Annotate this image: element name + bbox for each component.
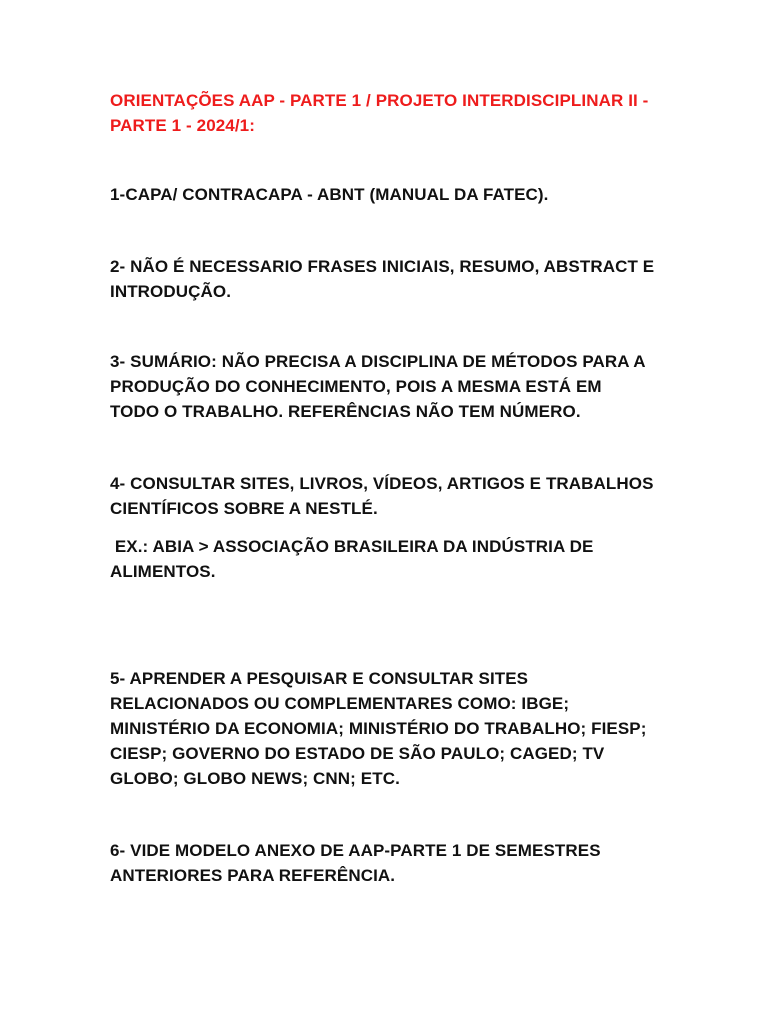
item-4-example [110, 534, 670, 584]
item-line: ALIMENTOS. [110, 562, 216, 581]
item-line: 6- VIDE MODELO ANEXO DE AAP-PARTE 1 DE SEMESTRES [110, 841, 601, 860]
item-5-pesquisar [110, 666, 670, 791]
item-line: MINISTÉRIO DA ECONOMIA; MINISTÉRIO DO TRABALHO; FIESP; [110, 719, 647, 738]
item-line: 2- NÃO É NECESSARIO FRASES INICIAIS, RESUMO, ABSTRACT E [110, 257, 655, 276]
title-line: ORIENTAÇÕES AAP - PARTE 1 / PROJETO INTERDISCIPLINAR II - [110, 91, 649, 110]
title-line: PARTE 1 - 2024/1: [110, 116, 255, 135]
item-1-capa [110, 182, 670, 207]
item-line: CIESP; GOVERNO DO ESTADO DE SÃO PAULO; CAGED; TV [110, 744, 605, 763]
item-line: ANTERIORES PARA REFERÊNCIA. [110, 866, 396, 885]
item-line: CIENTÍFICOS SOBRE A NESTLÉ. [110, 499, 378, 518]
item-line: 1-CAPA/ CONTRACAPA - ABNT (MANUAL DA FATEC). [110, 185, 549, 204]
item-line: 4- CONSULTAR SITES, LIVROS, VÍDEOS, ARTIGOS E TRABALHOS [110, 474, 654, 493]
item-line: PRODUÇÃO DO CONHECIMENTO, POIS A MESMA ESTÁ EM [110, 377, 602, 396]
item-line: GLOBO; GLOBO NEWS; CNN; ETC. [110, 769, 400, 788]
document-title [110, 88, 670, 138]
item-line: 5- APRENDER A PESQUISAR E CONSULTAR SITES [110, 669, 529, 688]
item-line: RELACIONADOS OU COMPLEMENTARES COMO: IBGE; [110, 694, 570, 713]
item-line: TODO O TRABALHO. REFERÊNCIAS NÃO TEM NÚMERO. [110, 402, 581, 421]
item-line: 3- SUMÁRIO: NÃO PRECISA A DISCIPLINA DE MÉTODOS PARA A [110, 352, 646, 371]
item-6-modelo [110, 838, 670, 888]
item-3-sumario [110, 349, 670, 424]
item-4-consultar [110, 471, 670, 521]
item-2-frases [110, 254, 670, 304]
item-line: INTRODUÇÃO. [110, 282, 232, 301]
item-line: EX.: ABIA > ASSOCIAÇÃO BRASILEIRA DA INDÚSTRIA DE [110, 537, 594, 556]
